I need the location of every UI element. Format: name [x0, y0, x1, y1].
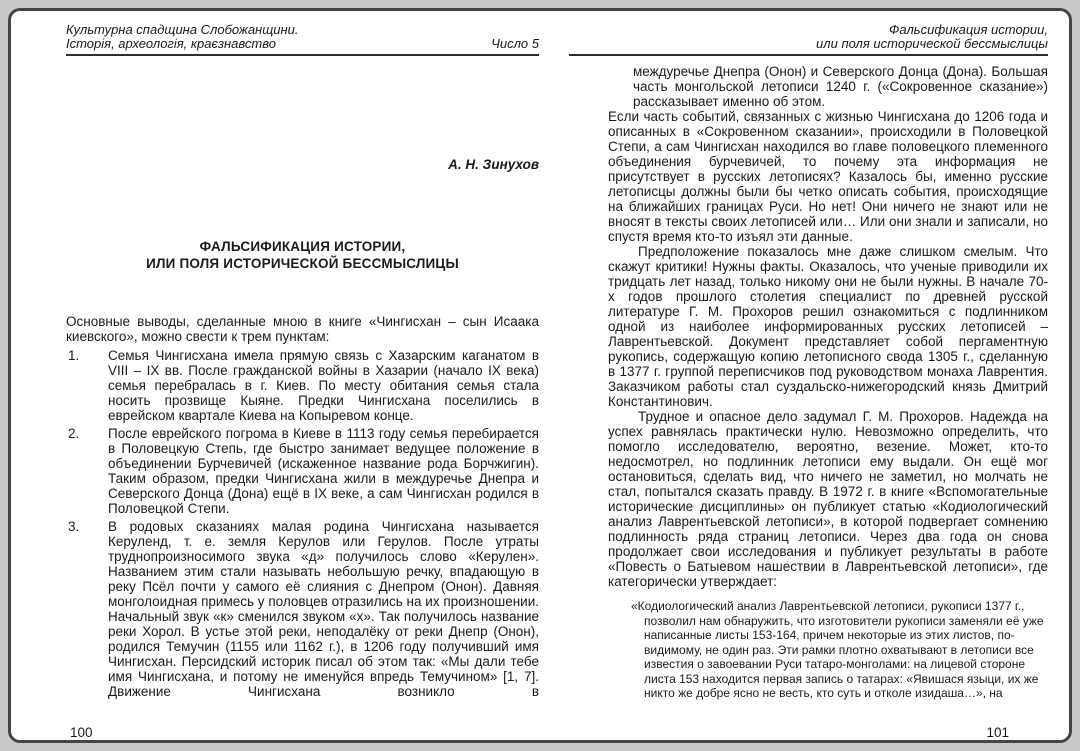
article-title-line1: ФАЛЬСИФИКАЦИЯ ИСТОРИИ, [199, 239, 406, 254]
list-item-1 [66, 348, 539, 423]
running-header-left [66, 23, 539, 56]
item-marker: 2. [68, 426, 80, 441]
item-marker: 1. [68, 348, 80, 363]
running-header-right [569, 23, 1048, 56]
item-text: Семья Чингисхана имела прямую связь с Хазарским каганатом в VIII – IX вв. После гражданской войны в Хазарии (начало IX века) семья перебралась в г. Киев. По месту обитания семья стала носить прозвище Кыяне. Предки Чингисхана поселились в еврейском квартале Киева на Копыревом конце. [108, 348, 539, 423]
author-name: А. Н. Зинухов [448, 157, 539, 172]
journal-name-line: Культурна спадщина Слобожанщини. [66, 22, 299, 37]
journal-series-line: Історія, археологія, краєзнавство [66, 36, 276, 51]
block-quote: «Кодиологический анализ Лаврентьевской летописи, рукописи 1377 г., позволил нам обнаружить, что изготовители рукописи заменяли её уже написанные листы 153-164, причем некоторые из этих листов, по-видимому, не один раз. Эти рамки плотно охватывают в летописи все известия о завоевании Руси татаро-монголами: на лицевой стороне листа 153 находится первая запись о татарах: «Явишася языци, их же никто же добре ясно не весть, кто суть и отколе изидаша…», на [631, 599, 1044, 700]
body-paragraph-3: Трудное и опасное дело задумал Г. М. Прохоров. Надежда на успех равнялась практически нулю. Невозможно определить, что помогло исследователю, вероятно, везение. Может, кто-то недосмотрел, но подлинник летописи ему выдали. Он ещё мог остановиться, сделать вид, что ничего не заметил, но молчать не стал, попытался сказать правду. В 1972 г. в книге «Вспомогательные исторические дисциплины» он публикует статью «Кодиологический анализ Лаврентьевской летописи», в которой подвергает сомнению подлинность ряда страниц летописи. Через два года он снова продолжает свои исследования и публикует результаты в работе «Повесть о Батыевом нашествии в Лаврентьевской летописи», где категорически утверждает: [608, 409, 1048, 589]
left-page [66, 23, 539, 750]
intro-paragraph: Основные выводы, сделанные мною в книге «Чингисхан – сын Исаака киевского», можно свести к трем пунктам: [66, 314, 539, 344]
article-running-title-line2: или поля исторической бессмыслицы [816, 36, 1048, 51]
body-paragraph-2: Предположение показалось мне даже слишком смелым. Что скажут критики! Нужны факты. Оказалось, что ученые приводили их тридцать лет назад, только никому они не были нужны. В начале 70-х годов прошлого столетия специалист по древней русской литературе Г. М. Прохоров решил ознакомиться с подлинником одной из наиболее информированных русских летописей – Лаврентьевской. Документ представляет собой пергаментную рукопись, содержащую копию летописного свода 1305 г., сделанную в 1377 г. группой переписчиков под руководством монаха Лаврентия. Заказчиком работы стал суздальско-нижегородский князь Дмитрий Константинович. [608, 244, 1048, 409]
item-marker: 3. [68, 519, 80, 534]
issue-number: Число 5 [491, 36, 539, 51]
article-running-title-line1: Фальсификация истории, [889, 22, 1048, 37]
item-text: После еврейского погрома в Киеве в 1113 году семья перебирается в Половецкую Степь, где быстро занимает ведущее положение в объединении Бурчевичей (искаженное название рода Борчжигин). Таким образом, предки Чингисхана жили в междуречье Днепра и Северского Донца (Дона) ещё в IX веке, а сам Чингисхан родился в Половецкой Степи. [108, 426, 539, 516]
list-item-3 [66, 519, 539, 699]
page-number-right: 101 [986, 725, 1009, 740]
article-title-line2: ИЛИ ПОЛЯ ИСТОРИЧЕСКОЙ БЕССМЫСЛИЦЫ [146, 256, 459, 271]
numbered-list [66, 348, 539, 699]
scanned-book-spread [8, 8, 1072, 743]
article-title [66, 238, 539, 272]
list-item-2 [66, 426, 539, 516]
page-number-left: 100 [70, 725, 93, 740]
continuation-paragraph: междуречье Днепра (Онон) и Северского Донца (Дона). Большая часть монгольской летописи 1240 г. («Сокровенное сказание») рассказывает именно об этом. [633, 64, 1048, 109]
right-page [569, 23, 1048, 750]
body-paragraph-1: Если часть событий, связанных с жизнью Чингисхана до 1206 года и описанных в «Сокровенном сказании», происходили в Половецкой Степи, а сам Чингисхан находился во главе половецкого племенного объединения бурчевичей, то почему эта информация не присутствует в русских летописях? Казалось бы, именно русские летописцы должны были бы четко описать события, происходящие на ближайших границах Руси. Но нет! Они ничего не знают или не вносят в тексты своих летописей или… Или они знали и записали, но спустя время кто-то изъял эти данные. [608, 109, 1048, 244]
right-page-body [608, 64, 1048, 701]
item-text: В родовых сказаниях малая родина Чингисхана называется Керуленд, т. е. земля Керулов или Герулов. После утраты труднопроизносимого звука «д» получилось слово «Керулен». Названием этим стали называть небольшую речку, впадающую в реку Псёл почти у самого её слияния с Днепром (Онон). Давняя монголоидная примесь у половцев отразились на их произношении. Начальный звук «к» сменился звуком «х». Так получилось название реки Хорол. В устье этой реки, неподалёку от реки Днепр (Онон), родился Темучин (1155 или 1162 г.), в 1206 году получивший имя Чингисхан. Персидский историк писал об этом так: «Мы дали тебе имя Чингисхана, и потому не именуйся впредь Темучином» [1, 7]. Движение Чингисхана возникло в [108, 519, 539, 699]
